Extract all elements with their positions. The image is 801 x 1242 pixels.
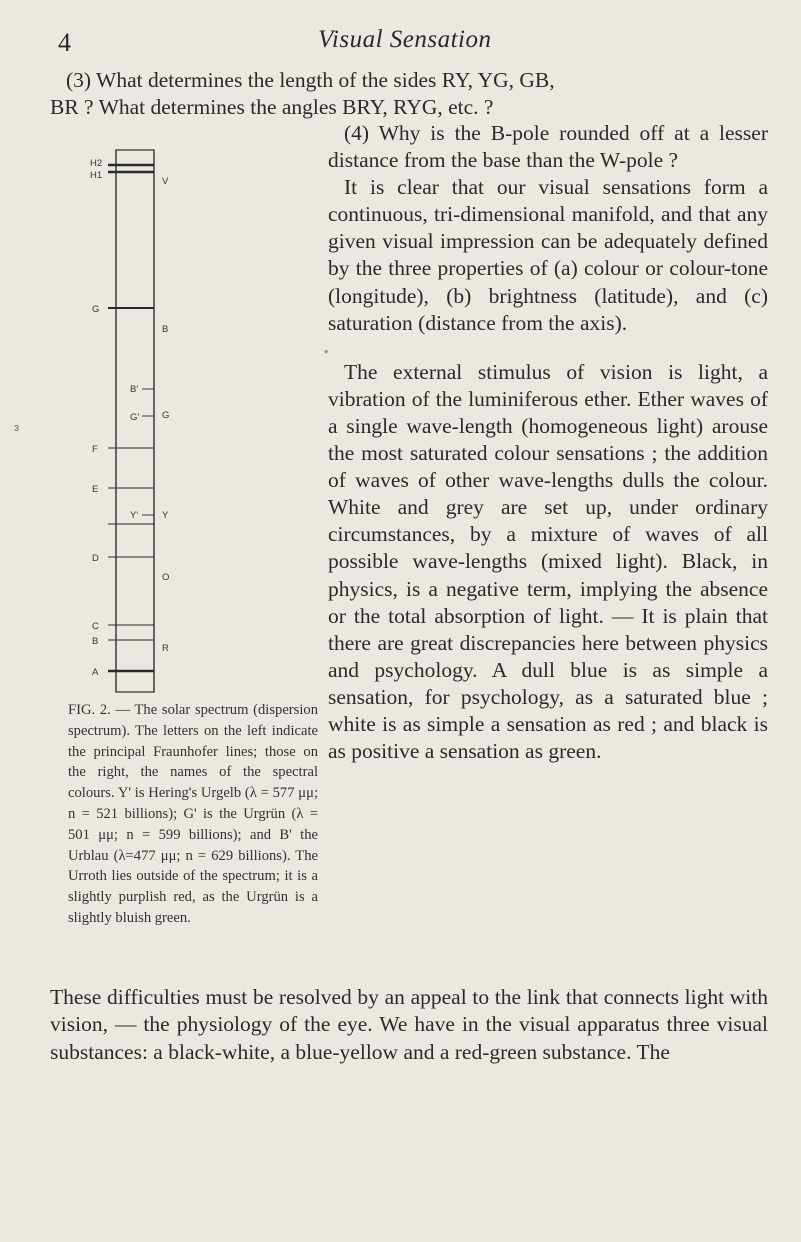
bottom-text: These difficulties must be resolved by an appeal to the link that connects light with vision, — the physiology of the eye. We have in the visual apparatus three visual substances: a black-white, a blue-yellow and a red-green substance. The: [50, 985, 768, 1064]
page-number: 4: [58, 28, 71, 57]
label-urgelb: Y': [130, 510, 139, 521]
right-column: [328, 120, 768, 765]
label-red: R: [162, 643, 169, 654]
label-yellow: Y: [162, 510, 169, 521]
figure-caption: FIG. 2. — The solar spectrum (dispersion spectrum). The letters on the left indicate the principal Fraunhofer lines; those on the right, the names of the spectral colours. Y' is Hering's Urgelb (λ = 577 μμ; n = 521 billions); G' is the Urgrün (λ = 501 μμ; n = 599 billions); and B' the Urblau (λ=477 μμ; n = 629 billions). The Urroth lies outside of the spectrum; it is a slightly purplish red, as the Urgrün is a slightly bluish green.: [68, 702, 318, 926]
label-blue: B: [162, 324, 169, 335]
label-urblau: B': [130, 384, 139, 395]
running-title: Visual Sensation: [318, 26, 492, 53]
label-violet: V: [162, 176, 169, 187]
paragraph-stimulus: The external stimulus of vision is light, a vibration of the luminiferous ether. Ether waves of a single wave-length (homogeneous light) arouse the most saturated colour sensations ; the addition of waves of other wave-lengths dulls the colour. White and grey are set up, under ordinary circumstances, by a mixture of waves of all possible wave-lengths (mixed light). Black, in physics, is a negative term, implying the absence or the total absorption of light. — It is plain that there are great discrepancies here between physics and psychology. A dull blue is as simple a sensation, for psychology, as a saturated blue ; white is as simple a sensation as red ; and black is as positive a sensation as green.: [328, 359, 768, 764]
label-orange: O: [162, 572, 170, 583]
label-urgrun: G': [130, 412, 140, 423]
label-h2: H2: [90, 158, 103, 169]
question-3-line-1: (3) What determines the length of the sides RY, YG, GB,: [66, 68, 555, 92]
label-b: B: [92, 636, 99, 647]
label-a: A: [92, 667, 99, 678]
label-c: C: [92, 621, 99, 632]
label-d: D: [92, 553, 99, 564]
label-e: E: [92, 484, 99, 495]
paragraph-manifold: It is clear that our visual sensations form a continuous, tri-dimensional manifold, and that any given visual impression can be adequately defined by the three properties of (a) colour or colour-tone (longitude), (b) brightness (latitude), and (c) saturation (distance from the axis).: [328, 175, 768, 335]
spectrum-figure: [50, 140, 250, 696]
margin-mark-asterisk: *: [324, 348, 329, 360]
question-3-line-2: BR ? What determines the angles BRY, RYG, etc. ?: [50, 95, 494, 119]
margin-mark-left: ɜ: [14, 422, 20, 434]
question-3: [50, 67, 766, 121]
label-f: F: [92, 444, 98, 455]
label-g: G: [92, 304, 100, 315]
bottom-paragraph: [50, 984, 768, 1066]
label-green: G: [162, 410, 170, 421]
question-4: (4) Why is the B-pole rounded off at a lesser distance from the base than the W-pole ?: [328, 121, 768, 173]
label-h1: H1: [90, 170, 103, 181]
